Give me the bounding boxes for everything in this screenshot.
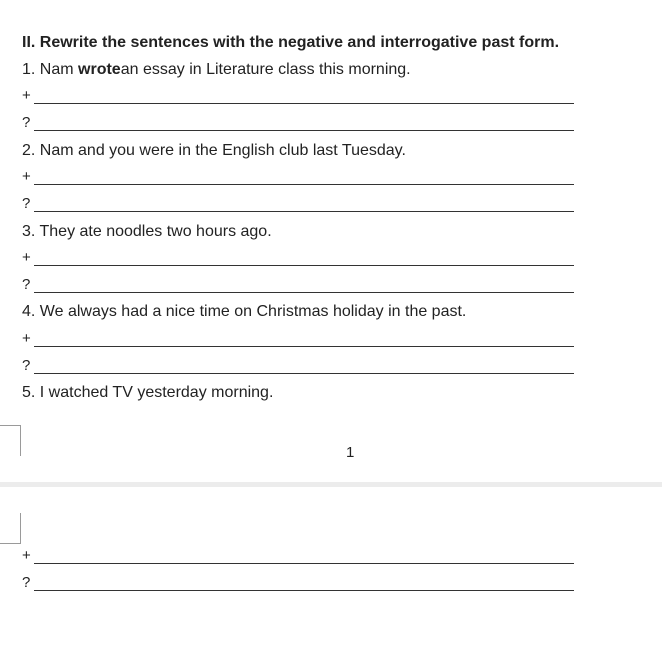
question-5: 5. I watched TV yesterday morning. <box>22 384 274 401</box>
question-3: 3. They ate noodles two hours ago. <box>22 223 272 240</box>
answer-line[interactable] <box>34 103 574 104</box>
answer-4-negative[interactable] <box>22 329 574 349</box>
answer-2-question[interactable] <box>22 194 574 214</box>
question-1 <box>22 60 411 80</box>
plus-sign: + <box>22 547 31 564</box>
page-corner-mark <box>0 425 21 456</box>
plus-sign: + <box>22 87 31 104</box>
page-corner-mark <box>0 513 21 544</box>
answer-1-negative[interactable] <box>22 86 574 106</box>
question-4: 4. We always had a nice time on Christmas holiday in the past. <box>22 303 467 320</box>
answer-line[interactable] <box>34 590 574 591</box>
answer-line[interactable] <box>34 184 574 185</box>
answer-line[interactable] <box>34 346 574 347</box>
answer-line[interactable] <box>34 265 574 266</box>
plus-sign: + <box>22 168 31 185</box>
answer-3-question[interactable] <box>22 275 574 295</box>
answer-1-question[interactable] <box>22 113 574 133</box>
answer-line[interactable] <box>34 130 574 131</box>
worksheet-page-2 <box>0 487 662 654</box>
answer-line[interactable] <box>34 211 574 212</box>
question-1-number: 1. <box>22 61 36 78</box>
exercise-heading: II. Rewrite the sentences with the negative and interrogative past form. <box>22 34 560 51</box>
question-sign: ? <box>22 276 31 293</box>
question-sign: ? <box>22 574 31 591</box>
question-1-verb: wrote <box>78 61 121 78</box>
plus-sign: + <box>22 330 31 347</box>
question-sign: ? <box>22 195 31 212</box>
answer-5-question[interactable] <box>22 573 574 593</box>
answer-line[interactable] <box>34 373 574 374</box>
answer-3-negative[interactable] <box>22 248 574 268</box>
answer-line[interactable] <box>34 292 574 293</box>
answer-4-question[interactable] <box>22 356 574 376</box>
page-number: 1 <box>346 444 355 461</box>
plus-sign: + <box>22 249 31 266</box>
question-sign: ? <box>22 357 31 374</box>
answer-2-negative[interactable] <box>22 167 574 187</box>
answer-line[interactable] <box>34 563 574 564</box>
question-1-subject: Nam <box>39 61 74 78</box>
question-2: 2. Nam and you were in the English club last Tuesday. <box>22 142 406 159</box>
question-1-rest: an essay in Literature class this morning. <box>120 61 411 78</box>
answer-5-negative[interactable] <box>22 546 574 566</box>
question-sign: ? <box>22 114 31 131</box>
